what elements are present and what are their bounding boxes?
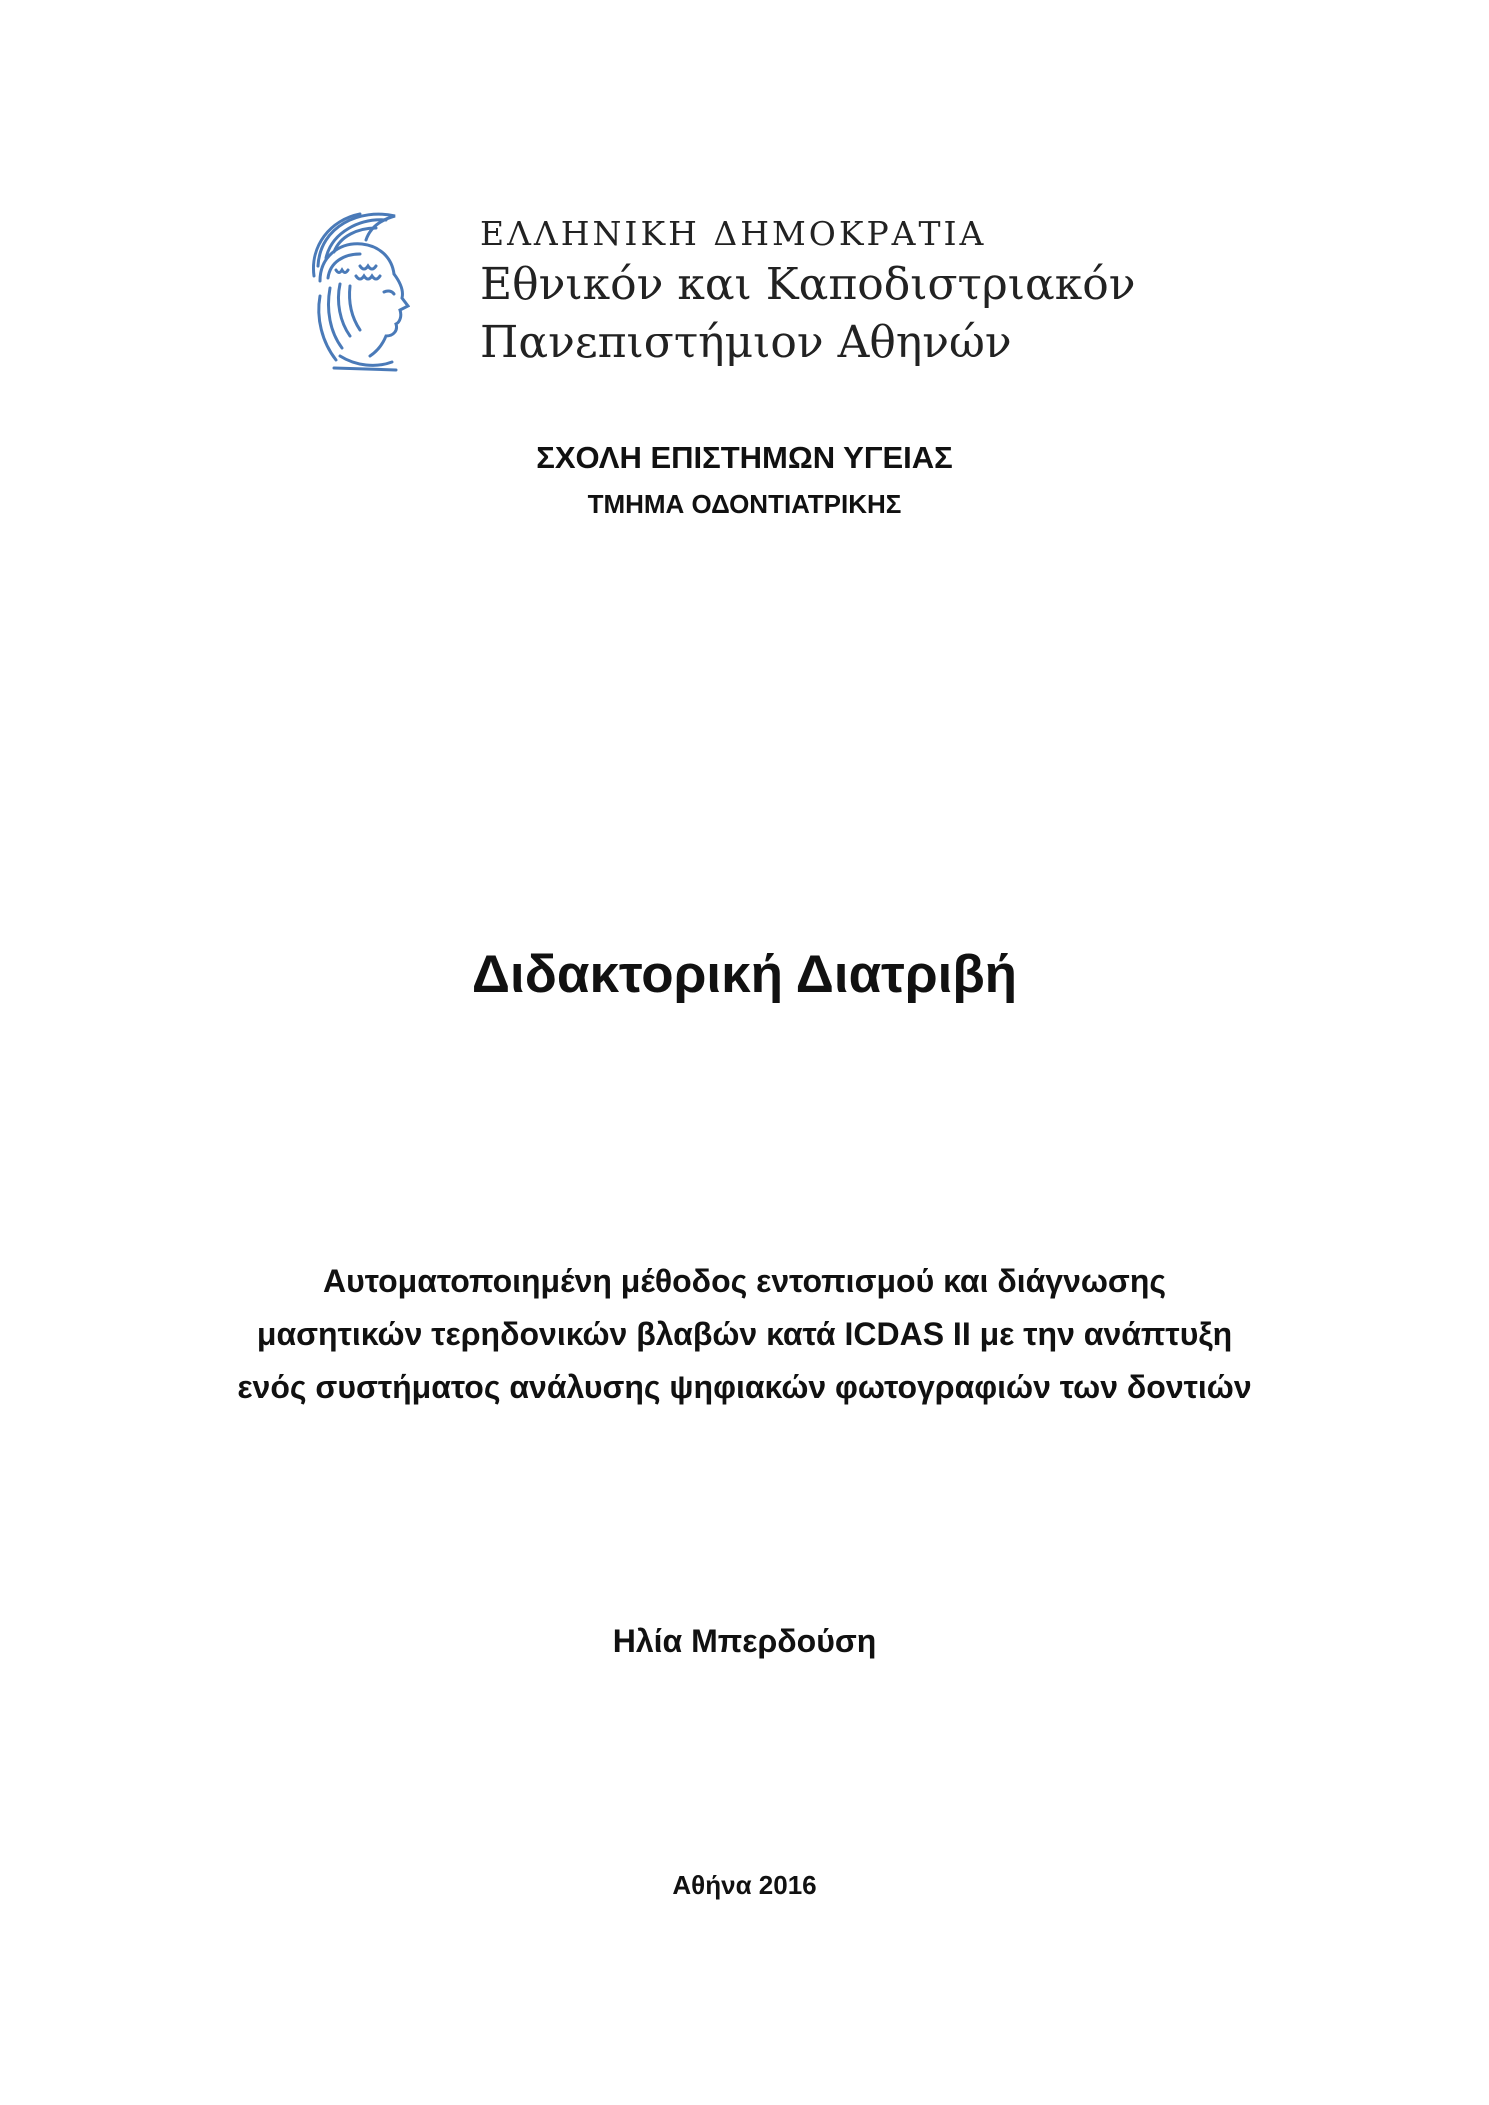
thesis-title [0,1255,1489,1414]
thesis-title-line: μασητικών τερηδονικών βλαβών κατά ICDAS II με την ανάπτυξη [256,1316,1233,1352]
athena-head-emblem-icon [300,206,410,376]
school-name: ΣΧΟΛΗ ΕΠΙΣΤΗΜΩΝ ΥΓΕΙΑΣ [536,440,953,475]
university-name-line2: Πανεπιστήμιον Αθηνών [480,317,1012,368]
place-and-year: Αθήνα 2016 [672,1870,817,1900]
department-name: ΤΜΗΜΑ ΟΔΟΝΤΙΑΤΡΙΚΗΣ [587,489,902,519]
author-name: Ηλία Μπερδούση [612,1623,877,1659]
republic-heading: ΕΛΛΗΝΙΚΗ ΔΗΜΟΚΡΑΤΙΑ [480,214,987,253]
university-name-line1: Εθνικόν και Καποδιστριακόν [480,259,1136,310]
thesis-title-line: Αυτοματοποιημένη μέθοδος εντοπισμού και διάγνωσης [322,1263,1166,1299]
thesis-title-line: ενός συστήματος ανάλυσης ψηφιακών φωτογραφιών των δοντιών [237,1369,1252,1405]
document-type-heading: Διδακτορική Διατριβή [471,945,1018,1004]
university-name-block [480,200,1135,372]
university-header [300,200,1220,390]
